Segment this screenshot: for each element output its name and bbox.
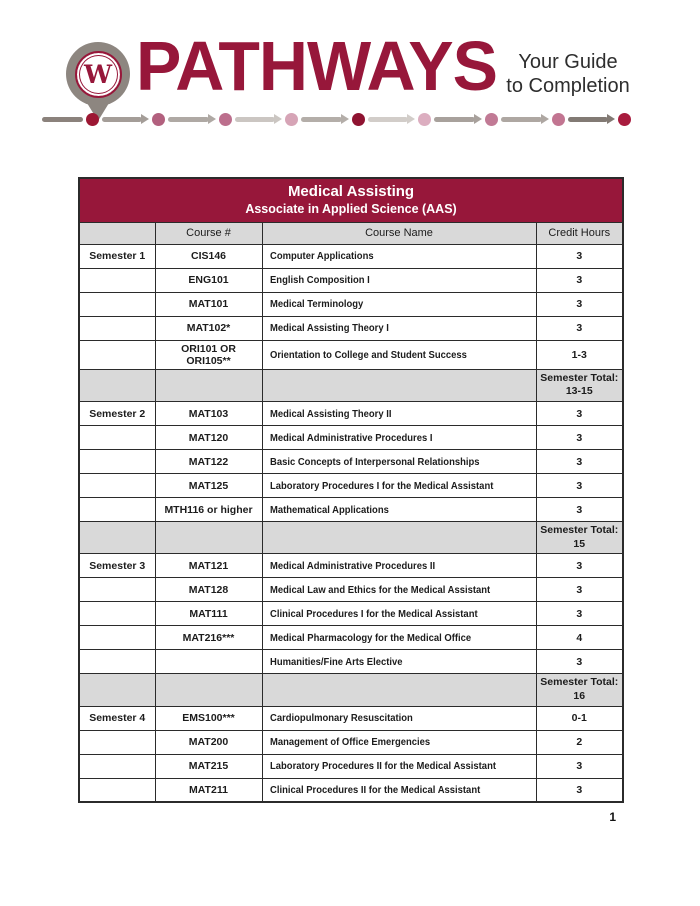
credit-hours-cell: 3	[536, 650, 623, 674]
course-row	[79, 450, 623, 474]
course-row	[79, 268, 623, 292]
brand-title: PATHWAYS	[136, 27, 498, 106]
course-name-cell	[262, 754, 536, 778]
course-name-text: Medical Administrative Procedures II	[269, 559, 435, 572]
semester-cell	[79, 316, 155, 340]
credit-hours-cell: 3	[536, 426, 623, 450]
semester-total-value: 13-15	[565, 385, 593, 398]
credit-hours-cell: 0-1	[536, 706, 623, 730]
credit-hours-cell: 3	[536, 578, 623, 602]
semester-cell	[79, 292, 155, 316]
empty-cell	[79, 369, 155, 401]
empty-cell	[262, 522, 536, 554]
path-arrow-icon	[235, 114, 283, 124]
course-name-text: Medical Assisting Theory II	[269, 407, 391, 420]
path-line	[42, 117, 83, 122]
course-number-cell: MAT216***	[155, 626, 262, 650]
credit-hours-cell: 3	[536, 778, 623, 802]
path-dot	[352, 113, 365, 126]
path-arrows-graphic	[42, 110, 634, 128]
semester-cell	[79, 778, 155, 802]
empty-cell	[155, 674, 262, 706]
semester-total-cell	[536, 369, 623, 401]
empty-cell	[79, 522, 155, 554]
path-line-bar	[368, 117, 409, 122]
semester-cell	[79, 578, 155, 602]
semester-total-row	[79, 522, 623, 554]
semester-cell	[79, 450, 155, 474]
course-number-cell: MAT120	[155, 426, 262, 450]
course-number-cell: MAT121	[155, 554, 262, 578]
semester-cell: Semester 1	[79, 244, 155, 268]
empty-cell	[155, 522, 262, 554]
course-number-cell: MAT103	[155, 402, 262, 426]
semester-cell	[79, 268, 155, 292]
course-name-text: Medical Terminology	[269, 298, 363, 311]
arrowhead-icon	[607, 114, 615, 124]
course-name-text: Clinical Procedures II for the Medical Assistant	[269, 783, 480, 796]
course-name-text: Orientation to College and Student Success	[269, 348, 467, 361]
course-name-text: Medical Law and Ethics for the Medical Assistant	[269, 583, 490, 596]
semester-cell	[79, 602, 155, 626]
semester-cell	[79, 474, 155, 498]
page-number: 1	[609, 810, 616, 824]
course-name-text: Basic Concepts of Interpersonal Relationships	[269, 455, 480, 468]
course-name-cell	[262, 650, 536, 674]
course-row	[79, 402, 623, 426]
course-number-cell: MAT200	[155, 730, 262, 754]
arrowhead-icon	[541, 114, 549, 124]
path-arrow-icon	[301, 114, 349, 124]
semester-total-cell	[536, 522, 623, 554]
credit-hours-cell: 3	[536, 450, 623, 474]
course-name-text: Medical Administrative Procedures I	[269, 431, 432, 444]
course-number-cell: MAT111	[155, 602, 262, 626]
course-number-cell: MAT211	[155, 778, 262, 802]
semester-cell: Semester 4	[79, 706, 155, 730]
credit-hours-cell: 4	[536, 626, 623, 650]
course-name-cell	[262, 626, 536, 650]
course-name-cell	[262, 602, 536, 626]
credit-hours-cell: 3	[536, 474, 623, 498]
path-dot	[285, 113, 298, 126]
empty-cell	[79, 674, 155, 706]
arrowhead-icon	[341, 114, 349, 124]
column-header-course-name: Course Name	[262, 222, 536, 244]
course-name-cell	[262, 292, 536, 316]
course-row	[79, 730, 623, 754]
empty-cell	[155, 369, 262, 401]
credit-hours-cell: 3	[536, 602, 623, 626]
course-name-text: Medical Pharmacology for the Medical Office	[269, 631, 471, 644]
semester-total-value: 15	[573, 537, 586, 550]
course-name-text: Computer Applications	[269, 250, 374, 263]
course-name-cell	[262, 578, 536, 602]
arrowhead-icon	[474, 114, 482, 124]
course-name-cell	[262, 268, 536, 292]
path-line-bar	[568, 117, 609, 122]
semester-total-value: 16	[573, 689, 586, 702]
credit-hours-cell: 3	[536, 316, 623, 340]
path-dot	[485, 113, 498, 126]
path-dot	[86, 113, 99, 126]
path-arrow-icon	[368, 114, 416, 124]
course-number-cell: EMS100***	[155, 706, 262, 730]
path-line-bar	[235, 117, 276, 122]
arrowhead-icon	[407, 114, 415, 124]
column-header-course-number: Course #	[155, 222, 262, 244]
course-row	[79, 602, 623, 626]
column-header-credit-hours: Credit Hours	[536, 222, 623, 244]
course-number-cell: MAT101	[155, 292, 262, 316]
course-table-body	[79, 244, 623, 802]
path-dot	[552, 113, 565, 126]
path-arrow-icon	[168, 114, 216, 124]
column-header-semester	[79, 222, 155, 244]
course-number-cell: MAT102*	[155, 316, 262, 340]
course-row	[79, 244, 623, 268]
semester-total-label: Semester Total:	[540, 524, 619, 537]
degree-subtitle: Associate in Applied Science (AAS)	[245, 201, 457, 216]
semester-cell	[79, 340, 155, 369]
course-name-cell	[262, 244, 536, 268]
course-name-text: Medical Assisting Theory I	[269, 322, 389, 335]
course-number-cell	[155, 650, 262, 674]
path-line-bar	[501, 117, 542, 122]
credit-hours-cell: 3	[536, 402, 623, 426]
course-name-text: Mathematical Applications	[269, 503, 389, 516]
course-number-cell: MAT125	[155, 474, 262, 498]
course-pathway-table	[78, 177, 624, 803]
semester-total-label: Semester Total:	[540, 371, 619, 384]
path-dot	[418, 113, 431, 126]
course-name-cell	[262, 316, 536, 340]
path-line-bar	[434, 117, 475, 122]
semester-cell: Semester 2	[79, 402, 155, 426]
course-row	[79, 474, 623, 498]
table-title-band	[79, 178, 623, 222]
credit-hours-cell: 3	[536, 554, 623, 578]
path-arrow-icon	[102, 114, 150, 124]
course-name-text: Clinical Procedures I for the Medical Assistant	[269, 607, 478, 620]
credit-hours-cell: 3	[536, 754, 623, 778]
course-row	[79, 554, 623, 578]
course-row	[79, 626, 623, 650]
credit-hours-cell: 2	[536, 730, 623, 754]
semester-cell	[79, 426, 155, 450]
semester-cell: Semester 3	[79, 554, 155, 578]
course-name-cell	[262, 498, 536, 522]
semester-total-row	[79, 369, 623, 401]
tagline-line1: Your Guide	[518, 51, 618, 73]
credit-hours-cell: 3	[536, 498, 623, 522]
course-row	[79, 778, 623, 802]
course-row	[79, 754, 623, 778]
course-name-cell	[262, 450, 536, 474]
path-arrow-icon	[501, 114, 549, 124]
course-name-text: Cardiopulmonary Resuscitation	[269, 712, 413, 725]
course-row	[79, 292, 623, 316]
course-name-cell	[262, 402, 536, 426]
course-number-cell: MAT122	[155, 450, 262, 474]
course-number-cell: MTH116 or higher	[155, 498, 262, 522]
semester-cell	[79, 650, 155, 674]
path-arrow-icon	[434, 114, 482, 124]
course-name-cell	[262, 426, 536, 450]
arrowhead-icon	[208, 114, 216, 124]
path-arrow-icon	[568, 114, 616, 124]
path-dot	[219, 113, 232, 126]
logo-ring	[75, 51, 122, 98]
semester-total-label: Semester Total:	[540, 676, 619, 689]
course-number-cell: MAT215	[155, 754, 262, 778]
course-row	[79, 498, 623, 522]
course-row	[79, 650, 623, 674]
column-header-row	[79, 222, 623, 244]
course-name-cell	[262, 706, 536, 730]
semester-cell	[79, 626, 155, 650]
course-row	[79, 340, 623, 369]
course-name-cell	[262, 730, 536, 754]
course-name-cell	[262, 554, 536, 578]
arrowhead-icon	[141, 114, 149, 124]
path-line-bar	[42, 117, 83, 122]
course-number-cell: ORI101 OR ORI105**	[155, 340, 262, 369]
semester-total-cell	[536, 674, 623, 706]
course-name-cell	[262, 340, 536, 369]
credit-hours-cell: 3	[536, 292, 623, 316]
course-row	[79, 578, 623, 602]
credit-hours-cell: 1-3	[536, 340, 623, 369]
course-number-cell: CIS146	[155, 244, 262, 268]
empty-cell	[262, 369, 536, 401]
credit-hours-cell: 3	[536, 268, 623, 292]
path-dot	[618, 113, 631, 126]
table-title-row	[79, 178, 623, 222]
arrowhead-icon	[274, 114, 282, 124]
course-name-cell	[262, 778, 536, 802]
path-line-bar	[102, 117, 143, 122]
course-name-text: Humanities/Fine Arts Elective	[269, 655, 403, 668]
course-name-text: Laboratory Procedures I for the Medical Assistant	[269, 479, 493, 492]
course-number-cell: MAT128	[155, 578, 262, 602]
course-name-text: Management of Office Emergencies	[269, 736, 430, 749]
course-row	[79, 706, 623, 730]
brand-tagline	[498, 50, 638, 98]
course-name-text: Laboratory Procedures II for the Medical Assistant	[269, 760, 496, 773]
course-row	[79, 316, 623, 340]
logo-monogram: W	[83, 59, 113, 89]
credit-hours-cell: 3	[536, 244, 623, 268]
semester-cell	[79, 498, 155, 522]
course-name-cell	[262, 474, 536, 498]
program-title: Medical Assisting	[287, 183, 415, 200]
college-logo-pin	[66, 42, 130, 106]
semester-cell	[79, 730, 155, 754]
path-line-bar	[168, 117, 209, 122]
empty-cell	[262, 674, 536, 706]
semester-cell	[79, 754, 155, 778]
course-name-text: English Composition I	[269, 274, 370, 287]
course-row	[79, 426, 623, 450]
semester-total-row	[79, 674, 623, 706]
tagline-line2: to Completion	[506, 75, 630, 97]
path-line-bar	[301, 117, 342, 122]
course-number-cell: ENG101	[155, 268, 262, 292]
path-dot	[152, 113, 165, 126]
